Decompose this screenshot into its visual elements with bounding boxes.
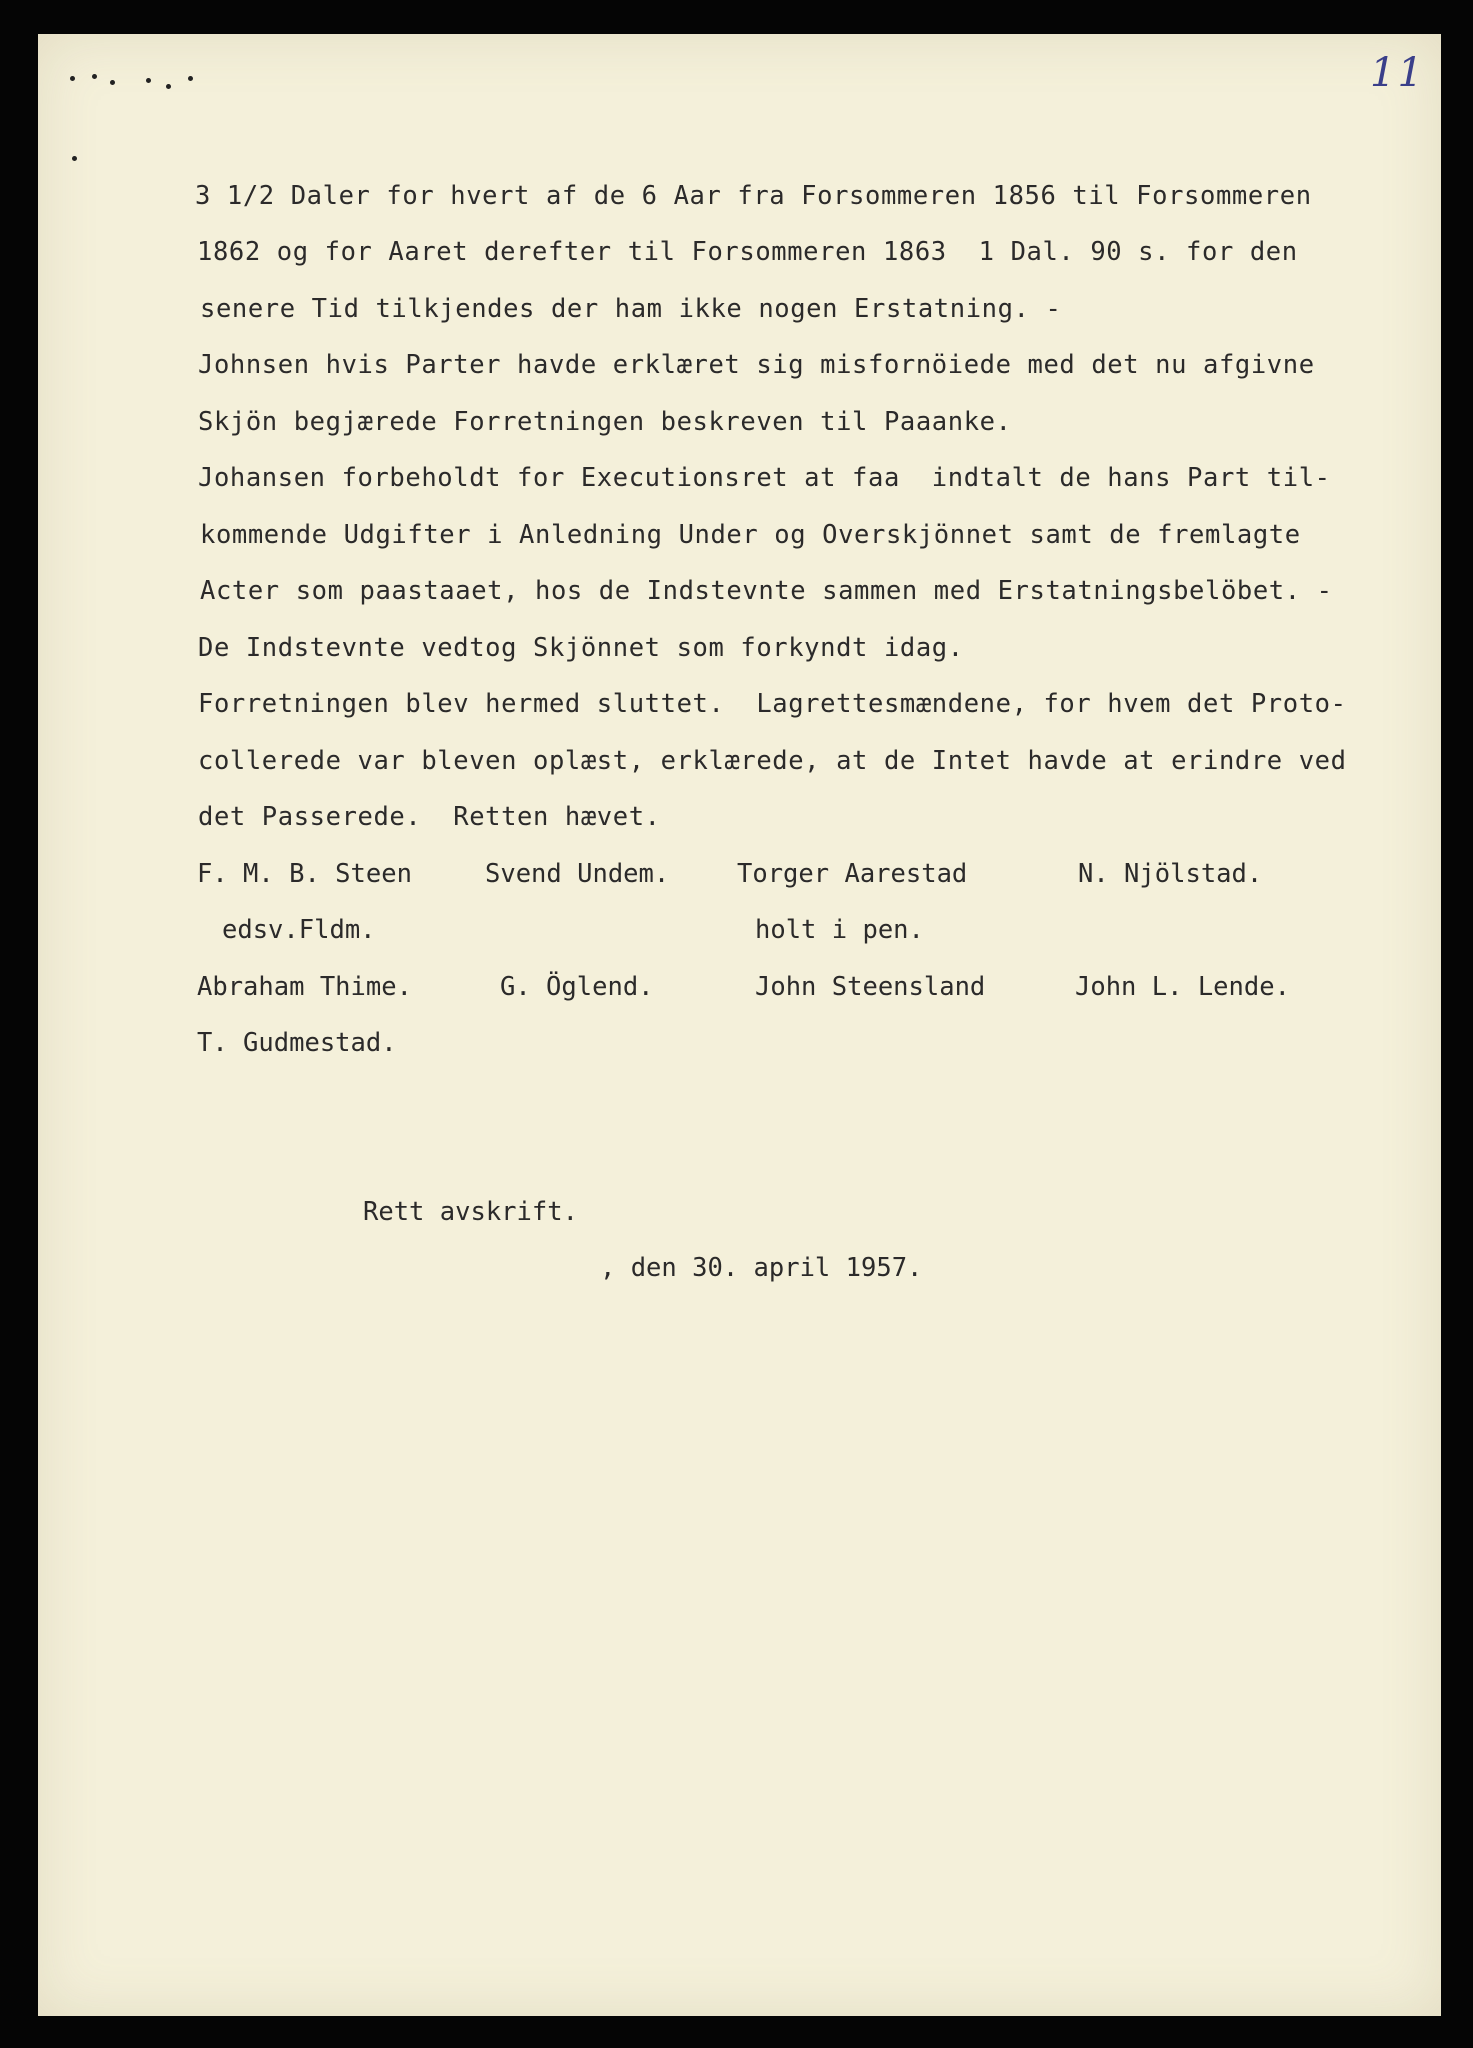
- body-line: 1862 og for Aaret derefter til Forsommeren 1863 1 Dal. 90 s. for den: [197, 237, 1298, 267]
- signature-njolstad: N. Njölstad.: [1078, 859, 1263, 889]
- body-line: Johansen forbeholdt for Executionsret at faa indtalt de hans Part til-: [198, 463, 1331, 493]
- body-line: Forretningen blev hermed sluttet. Lagrettesmændene, for hvem det Proto-: [198, 689, 1347, 719]
- signature-aarestad: Torger Aarestad: [737, 859, 968, 889]
- signature-steensland: John Steensland: [755, 972, 986, 1002]
- body-line: senere Tid tilkjendes der ham ikke nogen Erstatning. -: [200, 294, 1062, 324]
- body-line: kommende Udgifter i Anledning Under og Overskjönnet samt de fremlagte: [200, 520, 1301, 550]
- document-page: [38, 34, 1441, 2016]
- scan-speck: [110, 80, 115, 85]
- body-line: Johnsen hvis Parter havde erklæret sig misfornöiede med det nu afgivne: [198, 350, 1315, 380]
- signature-gudmestad: T. Gudmestad.: [197, 1028, 397, 1058]
- signature-note-edsv: edsv.Fldm.: [222, 915, 376, 945]
- signature-note-holt: holt i pen.: [755, 915, 924, 945]
- scan-speck: [166, 84, 171, 89]
- certification-date: , den 30. april 1957.: [600, 1253, 923, 1283]
- signature-lende: John L. Lende.: [1075, 972, 1290, 1002]
- body-line: det Passerede. Retten hævet.: [198, 802, 661, 832]
- body-line: De Indstevnte vedtog Skjönnet som forkyndt idag.: [198, 633, 964, 663]
- signature-steen: F. M. B. Steen: [197, 859, 412, 889]
- signature-thime: Abraham Thime.: [197, 972, 412, 1002]
- scan-speck: [92, 74, 97, 79]
- body-line: Skjön begjærede Forretningen beskreven til Paaanke.: [198, 407, 1012, 437]
- body-line: 3 1/2 Daler for hvert af de 6 Aar fra Forsommeren 1856 til Forsommeren: [195, 181, 1312, 211]
- scan-speck: [72, 156, 77, 161]
- body-line: collerede var bleven oplæst, erklærede, at de Intet havde at erindre ved: [198, 746, 1347, 776]
- signature-undem: Svend Undem.: [485, 859, 670, 889]
- signature-oglend: G. Öglend.: [500, 972, 654, 1002]
- scan-speck: [146, 78, 151, 83]
- scan-speck: [188, 76, 193, 81]
- body-line: Acter som paastaaet, hos de Indstevnte sammen med Erstatningsbelöbet. -: [200, 576, 1333, 606]
- handwritten-page-number: 11: [1370, 50, 1425, 96]
- certification-text: Rett avskrift.: [363, 1197, 578, 1227]
- scan-speck: [70, 76, 75, 81]
